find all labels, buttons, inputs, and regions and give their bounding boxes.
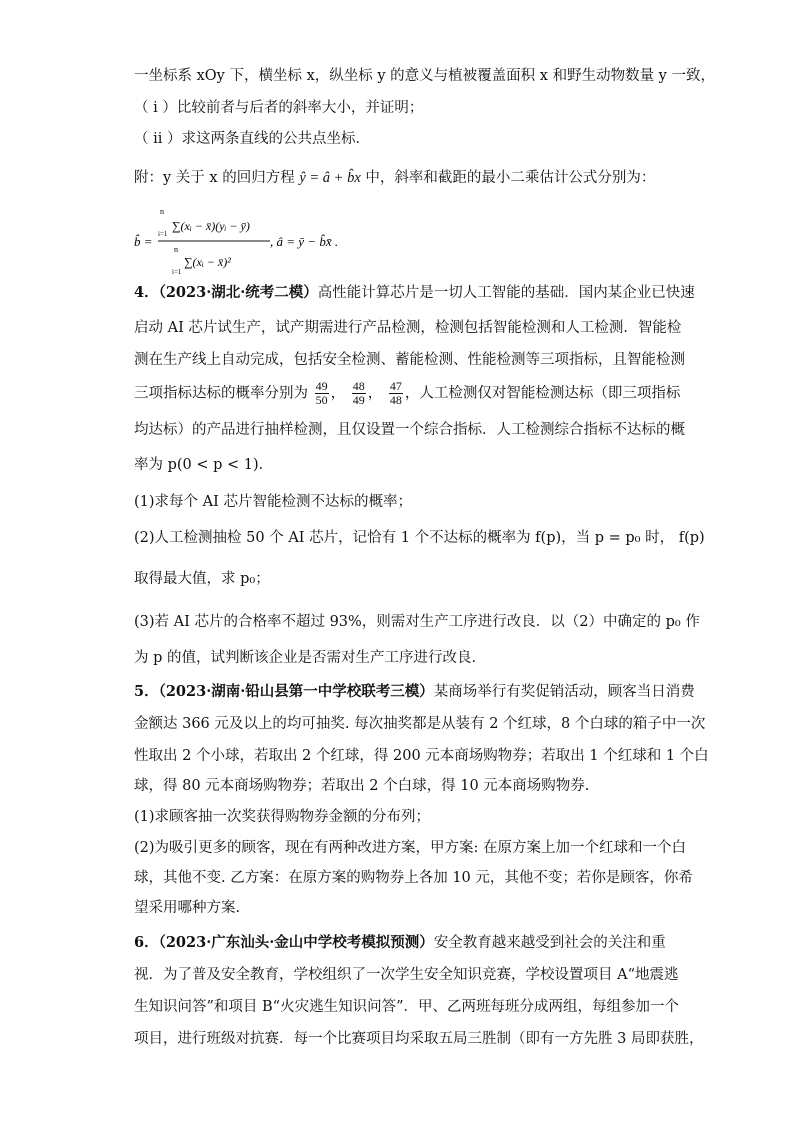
text-line: （ ii ）求这两条直线的公共点坐标． [134,131,370,147]
text-segment: 安全教育越来越受到社会的关注和重 [433,935,666,951]
intercept-formula: , â = ȳ − b̂x̄ . [270,234,339,249]
text-line: 球，得 80 元本商场购物券；若取出 2 个白球，得 10 元本商场购物券. [134,778,590,794]
question-6-source: 6．（2023·广东汕头·金山中学校考模拟预测） [134,934,434,951]
text-line: 启动 AI 芯片试生产，试产期需进行产品检测，检测包括智能检测和人工检测．智能检 [134,320,682,336]
text-line: 望采用哪种方案. [134,900,241,916]
question-5-source: 5．（2023·湖南·铅山县第一中学校联考三模） [134,683,434,700]
text-line: 均达标）的产品进行抽样检测，且仅设置一个综合指标．人工检测综合指标不达标的概 [134,422,685,438]
question-5-line [134,682,695,702]
text-line: 视．为了普及安全教育，学校组织了一次学生安全知识竞赛，学校设置项目 A“地震逃 [134,967,679,983]
sum-lower-limit: i=1 [158,230,168,238]
text-line: (2)为吸引更多的顾客，现在有两种改进方案，甲方案: 在原方案上加一个红球和一个白 [134,840,687,856]
formula-graphic [134,206,354,278]
text-line: (1)求每个 AI 芯片智能检测不达标的概率； [134,494,412,510]
question-6-line [134,933,666,953]
b-hat-label: b̂ = [134,234,153,249]
text-line [134,168,655,188]
text-line: (2)人工检测抽检 50 个 AI 芯片，记恰有 1 个不达标的概率为 f(p)，当 p = p₀ 时， f(p) [134,530,705,546]
least-squares-formula [134,206,354,276]
text-line: (1)求顾客抽一次奖获得购物券金额的分布列； [134,809,431,825]
denominator: ∑(xᵢ − x̄)² [184,255,231,269]
sum-upper-limit: n [160,207,164,216]
text-line: 项目，进行班级对抗赛．每一个比赛项目均采取五局三胜制（即有一方先胜 3 局即获胜， [134,1031,704,1047]
text-segment: ，人工检测仅对智能检测达标（即三项指标 [404,385,681,402]
fraction: $\frac{47}{48}$ [389,379,402,407]
text-line: 一坐标系 xOy 下，横坐标 x，纵坐标 y 的意义与植被覆盖面积 x 和野生动物数量 y 一致， [134,68,715,84]
text-line: 率为 p(0 < p < 1)． [134,457,274,473]
text-segment: 中，斜率和截距的最小二乘估计公式分别为： [360,170,656,186]
text-line: 取得最大值，求 p₀； [134,571,270,587]
text-line: 为 p 的值，试判断该企业是否需对生产工序进行改良． [134,650,486,666]
text-segment: 附：y 关于 x 的回归方程 [134,170,300,186]
fraction: $\frac{49}{50}$ [315,379,328,407]
text-segment: 高性能计算芯片是一切人工智能的基础．国内某企业已快速 [317,285,695,301]
text-segment: 三项指标达标的概率分别为 [134,385,308,402]
text-segment: 某商场举行有奖促销活动，顾客当日消费 [433,684,695,700]
sum-lower-limit: i=1 [172,268,182,276]
text-line: 金额达 366 元及以上的均可抽奖. 每次抽奖都是从装有 2 个红球，8 个白球的箱子中一次 [134,716,706,732]
sum-upper-limit: n [174,245,178,254]
text-line: 生知识问答”和项目 B“火灾逃生知识问答”．甲、乙两班每班分成两组，每组参加一个 [134,999,679,1015]
text-line: 测在生产线上自动完成，包括安全检测、蓄能检测、性能检测等三项指标，且智能检测 [134,352,685,368]
regression-equation: ŷ = â + b̂x [299,170,361,186]
numerator: ∑(xᵢ − x̄)(yᵢ − ȳ) [172,219,250,233]
text-line: 球，其他不变. 乙方案：在原方案的购物券上各加 10 元，其他不变；若你是顾客，你希 [134,870,693,886]
question-4-line [134,283,695,303]
text-line: （ i ）比较前者与后者的斜率大小，并证明； [134,100,424,116]
question-4-source: 4．（2023·湖北·统考二模） [134,284,318,301]
text-line: (3)若 AI 芯片的合格率不超过 93%，则需对生产工序进行改良．以（2）中确定的 p₀ 作 [134,614,700,630]
text-line: 性取出 2 个小球，若取出 2 个红球，得 200 元本商场购物券；若取出 1 个红球和 1 个白 [134,748,709,764]
text-line: 三项指标达标的概率分别为 $\frac{49}{50}$ ， $\frac{48}{49}$ ， $\frac{47}{48}$ ，人工检测仅对智能检测达标（即三项指标 [134,379,681,407]
fraction: $\frac{48}{49}$ [352,379,365,407]
